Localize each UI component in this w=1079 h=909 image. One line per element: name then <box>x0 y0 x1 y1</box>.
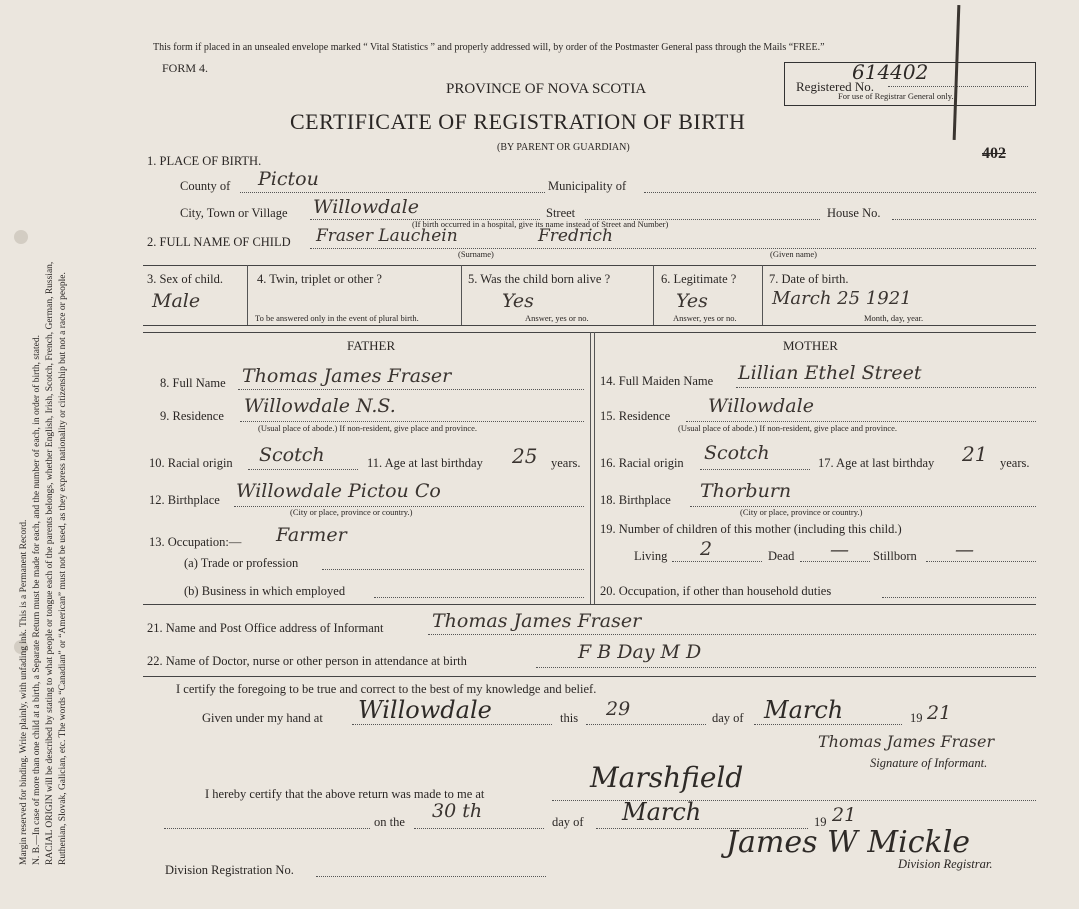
doctor-value: F B Day M D <box>578 641 702 663</box>
given-place-value: Willowdale <box>358 696 492 724</box>
father-racial-value: Scotch <box>259 444 325 466</box>
child-name-line <box>310 248 1036 249</box>
father-birthplace-label: 12. Birthplace <box>149 493 220 507</box>
division-registration-label: Division Registration No. <box>165 863 294 877</box>
living-line <box>672 561 762 562</box>
mother-age-value: 21 <box>962 442 988 466</box>
city-value: Willowdale <box>313 196 419 218</box>
parents-bottom-rule <box>143 604 1036 605</box>
doctor-label: 22. Name of Doctor, nurse or other person in attendance at birth <box>147 654 467 668</box>
informant-signature-caption: Signature of Informant. <box>870 756 988 770</box>
sex-value: Male <box>152 290 201 312</box>
registrar-day-of-label: day of <box>552 815 584 829</box>
twin-label: 4. Twin, triplet or other ? <box>257 272 382 286</box>
father-residence-label: 9. Residence <box>160 409 224 423</box>
mother-occupation-label: 20. Occupation, if other than household duties <box>600 584 832 598</box>
county-label: County of <box>180 179 231 193</box>
business-line <box>374 597 584 598</box>
registrar-leading-line <box>164 828 370 829</box>
postal-notice: This form if placed in an unsealed envelope marked “ Vital Statistics ” and properly addressed will, by order of the Postmaster General pass through the Mails “FREE.” <box>153 42 825 53</box>
legitimate-label: 6. Legitimate ? <box>661 272 737 286</box>
mother-name-line <box>736 387 1036 388</box>
divider <box>653 265 654 325</box>
month-value: March <box>764 696 844 724</box>
city-label: City, Town or Village <box>180 206 288 220</box>
registered-no-label: Registered No. <box>796 79 874 94</box>
doctor-line <box>536 667 1036 668</box>
given-place-line <box>352 724 552 725</box>
divider <box>461 265 462 325</box>
form-number: FORM 4. <box>162 61 209 75</box>
trade-line <box>322 569 584 570</box>
stillborn-value: — <box>955 539 974 561</box>
father-residence-value: Willowdale N.S. <box>244 395 396 417</box>
dead-line <box>800 561 870 562</box>
certificate-title: CERTIFICATE OF REGISTRATION OF BIRTH <box>290 109 746 134</box>
mother-residence-note: (Usual place of abode.) If non-resident, give place and province. <box>678 423 898 433</box>
this-label: this <box>560 711 579 725</box>
mother-name-value: Lillian Ethel Street <box>738 362 922 384</box>
living-value: 2 <box>700 538 713 560</box>
registrar-month-value: March <box>622 798 702 826</box>
mother-birthplace-label: 18. Birthplace <box>600 493 671 507</box>
registrar-certify-statement: I hereby certify that the above return was made to me at <box>205 787 485 801</box>
day-of-label: day of <box>712 711 744 725</box>
registered-no-line <box>888 86 1028 87</box>
child-table-bottom-rule <box>143 325 1036 326</box>
mother-residence-label: 15. Residence <box>600 409 671 423</box>
father-racial-line <box>248 469 358 470</box>
this-day-value: 29 <box>606 698 631 720</box>
informant-value: Thomas James Fraser <box>432 610 642 632</box>
child-surname-value: Fraser Lauchein <box>316 226 458 246</box>
this-day-line <box>586 724 706 725</box>
given-under-label: Given under my hand at <box>202 711 323 725</box>
mother-racial-label: 16. Racial origin <box>600 456 684 470</box>
mother-birthplace-note: (City or place, province or country.) <box>740 507 863 517</box>
father-birthplace-note: (City or place, province or country.) <box>290 507 413 517</box>
street-label: Street <box>546 206 576 220</box>
father-mother-divider <box>594 332 595 604</box>
informant-label: 21. Name and Post Office address of Informant <box>147 621 384 635</box>
house-no-label: House No. <box>827 206 881 220</box>
dead-value: — <box>830 539 849 561</box>
registrar-signature: James W Mickle <box>726 825 971 860</box>
margin-notes <box>18 25 70 865</box>
father-name-value: Thomas James Fraser <box>242 365 452 387</box>
hospital-note: (If birth occurred in a hospital, give its name instead of Street and Number) <box>412 219 669 229</box>
division-registration-line <box>316 876 546 877</box>
stillborn-label: Stillborn <box>873 549 917 563</box>
father-age-label: 11. Age at last birthday <box>367 456 483 470</box>
mother-age-unit: years. <box>1000 456 1030 470</box>
father-name-label: 8. Full Name <box>160 376 226 390</box>
margin-note-binding: Margin reserved for binding. Write plainly, with unfading ink. This is a Permanent Record. <box>19 519 29 865</box>
father-age-value: 25 <box>512 444 538 468</box>
child-table-top-rule <box>143 265 1036 266</box>
margin-note-racial-origin-cont: Ruthenian, Slovak, Galician, etc. The words “Canadian” or “American” must not be used, as they express nationality or citizenship but not a race or people. <box>58 272 68 865</box>
date-of-birth-note: Month, day, year. <box>864 313 924 323</box>
father-residence-note: (Usual place of abode.) If non-resident, give place and province. <box>258 423 478 433</box>
mother-residence-value: Willowdale <box>708 395 814 417</box>
on-the-label: on the <box>374 815 405 829</box>
legitimate-note: Answer, yes or no. <box>673 313 737 323</box>
informant-signature: Thomas James Fraser <box>818 732 995 751</box>
registered-no-value: 614402 <box>852 60 929 84</box>
registrar-day-line <box>414 828 544 829</box>
surname-caption: (Surname) <box>458 249 494 259</box>
father-residence-line <box>240 421 584 422</box>
born-alive-label: 5. Was the child born alive ? <box>468 272 611 286</box>
legitimate-value: Yes <box>676 290 708 312</box>
county-line <box>240 192 545 193</box>
mother-racial-line <box>700 469 810 470</box>
mother-occupation-line <box>882 597 1036 598</box>
child-name-label: 2. FULL NAME OF CHILD <box>147 235 291 249</box>
divider <box>762 265 763 325</box>
municipality-line <box>644 192 1036 193</box>
month-line <box>754 724 902 725</box>
born-alive-note: Answer, yes or no. <box>525 313 589 323</box>
born-alive-value: Yes <box>502 290 534 312</box>
registrar-year-value: 21 <box>832 804 857 826</box>
father-occupation-value: Farmer <box>276 524 347 546</box>
county-value: Pictou <box>258 168 319 190</box>
registrar-year-prefix: 19 <box>814 815 827 829</box>
child-given-value: Fredrich <box>538 226 613 246</box>
divider <box>247 265 248 325</box>
given-name-caption: (Given name) <box>770 249 817 259</box>
father-age-unit: years. <box>551 456 581 470</box>
corner-number: 402 <box>982 145 1006 162</box>
father-occupation-label: 13. Occupation:— <box>149 535 242 549</box>
year-prefix: 19 <box>910 711 923 725</box>
margin-note-racial-origin: RACIAL ORIGIN will be described by stating to what people or tongue each of the parents belongs, whether English, Irish, Scotch, French, German, Russian, <box>45 261 55 865</box>
date-of-birth-value: March 25 1921 <box>772 288 912 309</box>
dead-label: Dead <box>768 549 795 563</box>
mother-residence-line <box>686 421 1036 422</box>
house-no-line <box>892 219 1036 220</box>
father-racial-label: 10. Racial origin <box>149 456 233 470</box>
father-name-line <box>238 389 584 390</box>
twin-note: To be answered only in the event of plural birth. <box>255 313 419 323</box>
date-of-birth-label: 7. Date of birth. <box>769 272 849 286</box>
business-label: (b) Business in which employed <box>184 584 346 598</box>
informant-line <box>428 634 1036 635</box>
registrar-day-value: 30 th <box>432 800 483 822</box>
father-mother-divider <box>590 332 591 604</box>
certificate-subtitle: (BY PARENT OR GUARDIAN) <box>497 142 630 153</box>
mother-birthplace-value: Thorburn <box>700 480 792 502</box>
father-birthplace-value: Willowdale Pictou Co <box>236 480 441 502</box>
municipality-label: Municipality of <box>548 179 627 193</box>
sex-label: 3. Sex of child. <box>147 272 224 286</box>
trade-profession-label: (a) Trade or profession <box>184 556 299 570</box>
living-label: Living <box>634 549 668 563</box>
mother-name-label: 14. Full Maiden Name <box>600 374 714 388</box>
margin-note-multiple-births: N. B.—In case of more than one child at a birth, a Separate Return must be made for each, and the number of each, in order of birth, stated. <box>32 335 42 865</box>
certification-rule <box>143 676 1036 677</box>
mother-age-label: 17. Age at last birthday <box>818 456 935 470</box>
certify-statement: I certify the foregoing to be true and correct to the best of my knowledge and belief. <box>176 682 597 696</box>
year-value: 21 <box>927 702 952 724</box>
province-heading: PROVINCE OF NOVA SCOTIA <box>446 81 647 97</box>
mother-racial-value: Scotch <box>704 442 770 464</box>
mother-heading: MOTHER <box>783 338 838 353</box>
father-heading: FATHER <box>347 338 396 353</box>
registrar-place-value: Marshfield <box>590 761 744 794</box>
children-count-label: 19. Number of children of this mother (including this child.) <box>600 522 902 536</box>
place-of-birth-heading: 1. PLACE OF BIRTH. <box>147 154 262 168</box>
division-registrar-caption: Division Registrar. <box>898 857 993 871</box>
registrar-general-note: For use of Registrar General only. <box>838 91 954 101</box>
stillborn-line <box>926 561 1036 562</box>
